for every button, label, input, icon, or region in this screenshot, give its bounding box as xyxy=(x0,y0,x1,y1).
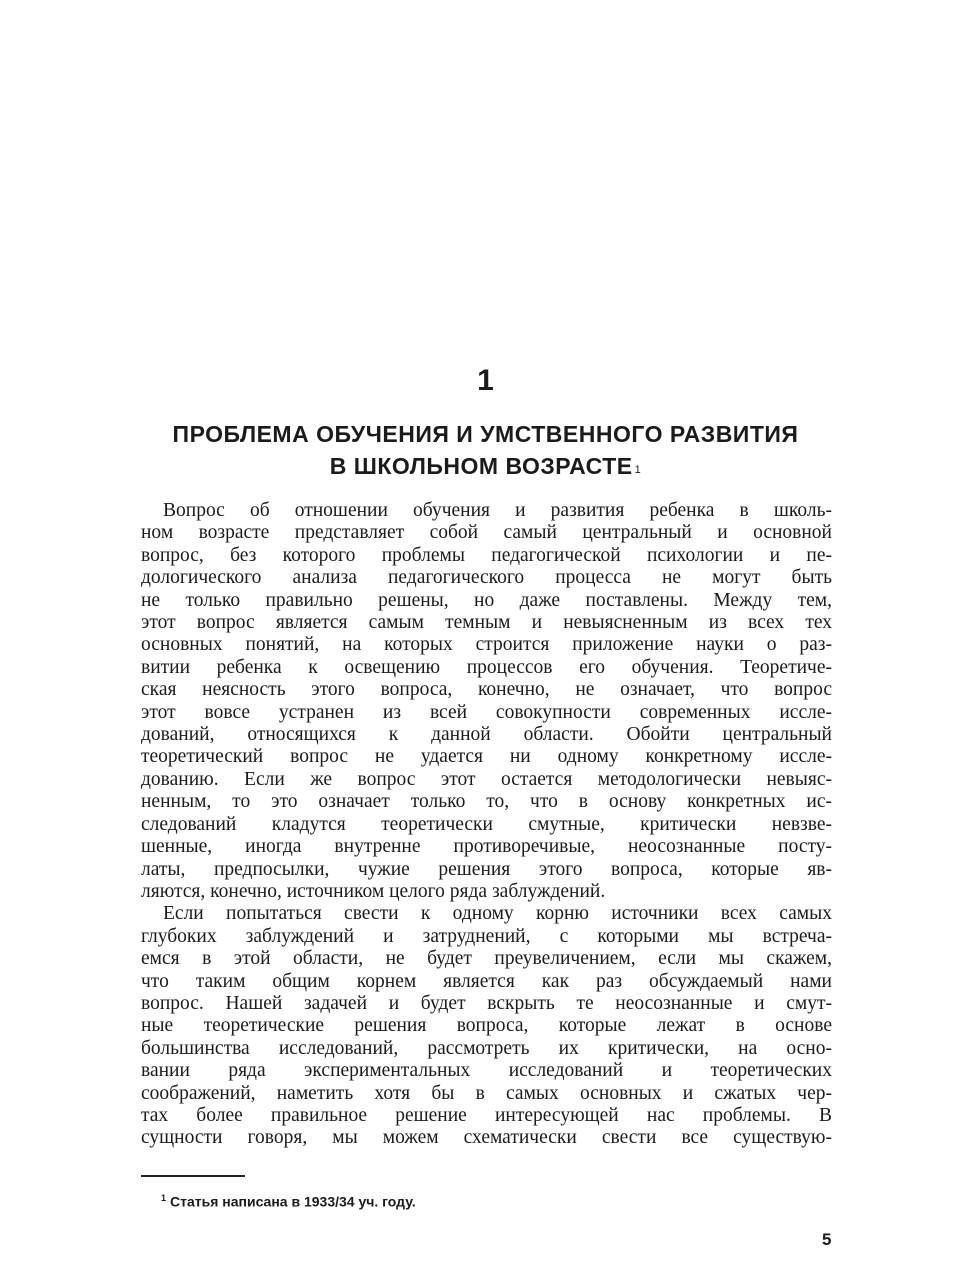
text-line: этот вопрос является самым темным и невыясненным из всех тех xyxy=(141,612,832,634)
text-line: латы, предпосылки, чужие решения этого вопроса, которые яв- xyxy=(141,858,832,880)
footnote-text: Статья написана в 1933/34 уч. году. xyxy=(170,1193,416,1210)
text-line: дологического анализа педагогического процесса не могут быть xyxy=(141,567,832,589)
text-line: вании ряда экспериментальных исследований и теоретических xyxy=(141,1060,832,1082)
text-line: ные теоретические решения вопроса, которые лежат в основе xyxy=(141,1015,832,1037)
text-line: следований кладутся теоретически смутные, критически невзве- xyxy=(141,813,832,835)
footnote-marker: 1 xyxy=(161,1193,167,1203)
text-line: шенные, иногда внутренне противоречивые, неосознанные посту- xyxy=(141,836,832,858)
chapter-number: 1 xyxy=(477,364,494,397)
paragraph-1 xyxy=(141,500,832,903)
text-line: ном возрасте представляет собой самый центральный и основной xyxy=(141,522,832,544)
text-line: не только правильно решены, но даже поставлены. Между тем, xyxy=(141,589,832,611)
text-line: теоретический вопрос не удается ни одному конкретному иссле- xyxy=(141,746,832,768)
text-line: что таким общим корнем является как раз обсуждаемый нами xyxy=(141,970,832,992)
footnote-divider xyxy=(141,1175,245,1177)
footnote xyxy=(161,1193,416,1210)
text-line: вопрос, без которого проблемы педагогической психологии и пе- xyxy=(141,544,832,566)
text-line: Если попытаться свести к одному корню источники всех самых xyxy=(163,903,832,925)
title-footnote-marker: 1 xyxy=(634,464,642,476)
body-text xyxy=(141,500,832,1150)
text-line: большинства исследований, рассмотреть их критически, на осно- xyxy=(141,1037,832,1059)
paragraph-2 xyxy=(141,903,832,1149)
text-line: этот вовсе устранен из всей совокупности современных иссле- xyxy=(141,701,832,723)
chapter-title xyxy=(120,418,851,482)
text-line: емся в этой области, не будет преувеличением, если мы скажем, xyxy=(141,948,832,970)
text-line: вопрос. Нашей задачей и будет вскрыть те неосознанные и смут- xyxy=(141,992,832,1014)
text-line: соображений, наметить хотя бы в самых основных и сжатых чер- xyxy=(141,1082,832,1104)
text-line: ская неясность этого вопроса, конечно, не означает, что вопрос xyxy=(141,679,832,701)
text-line: сущности говоря, мы можем схематически свести все существую- xyxy=(141,1127,832,1149)
text-line: тах более правильное решение интересующей нас проблемы. В xyxy=(141,1104,832,1126)
chapter-title-line-2-text: В ШКОЛЬНОМ ВОЗРАСТЕ xyxy=(329,453,633,479)
text-line: витии ребенка к освещению процессов его обучения. Теоретиче- xyxy=(141,656,832,678)
text-line: дованию. Если же вопрос этот остается методологически невыяс- xyxy=(141,768,832,790)
text-line: Вопрос об отношении обучения и развития ребенка в школь- xyxy=(163,500,832,521)
text-line: ляются, конечно, источником целого ряда заблуждений. xyxy=(141,880,606,902)
page-number: 5 xyxy=(822,1230,832,1249)
text-line: дований, относящихся к данной области. Обойти центральный xyxy=(141,724,832,746)
chapter-title-line-1: ПРОБЛЕМА ОБУЧЕНИЯ И УМСТВЕННОГО РАЗВИТИЯ xyxy=(172,421,799,447)
text-line: глубоких заблуждений и затруднений, с которыми мы встреча- xyxy=(141,925,832,947)
text-line: основных понятий, на которых строится приложение науки о раз- xyxy=(141,634,832,656)
text-line: ненным, то это означает только то, что в основу конкретных ис- xyxy=(141,791,832,813)
chapter-title-line-2 xyxy=(120,450,851,482)
